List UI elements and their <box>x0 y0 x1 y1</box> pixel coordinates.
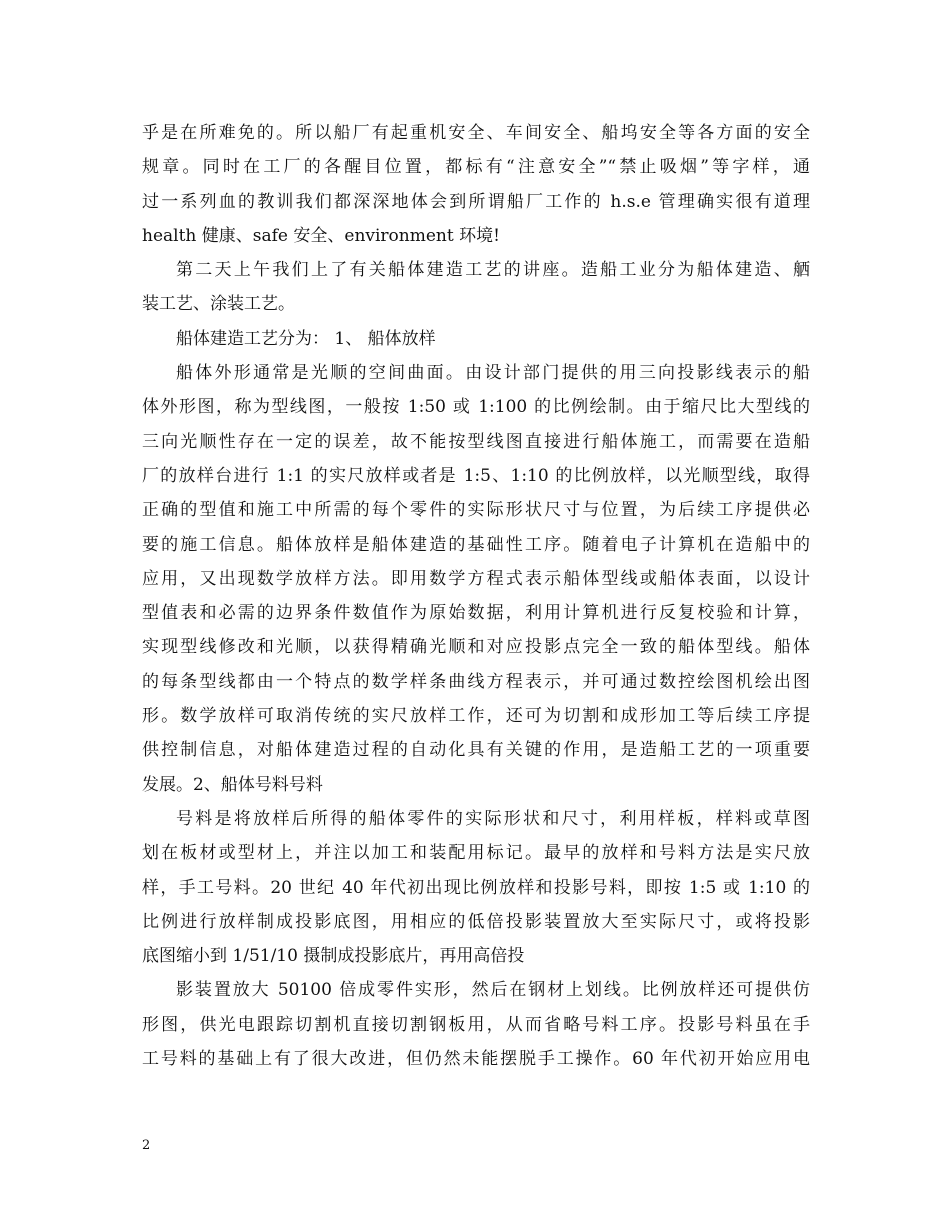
text-line: 三向光顺性存在一定的误差，故不能按型线图直接进行船体施工，而需要在造船 <box>142 431 810 452</box>
page-number: 2 <box>142 1138 151 1153</box>
text-line: 过一系列血的教训我们都深深地体会到所谓船厂工作的 h.s.e 管理确实很有道理 <box>142 191 810 212</box>
text-line: health 健康、safe 安全、environment 环境! <box>142 225 500 246</box>
text-line: 号料是将放样后所得的船体零件的实际形状和尺寸，利用样板，样料或草图 <box>176 808 810 829</box>
text-line: 工号料的基础上有了很大改进，但仍然未能摆脱手工操作。60 年代初开始应用电 <box>142 1049 810 1070</box>
body-text <box>142 116 810 1076</box>
text-line: 船体建造工艺分为： 1、 船体放样 <box>176 328 436 349</box>
text-line: 形图，供光电跟踪切割机直接切割钢板用，从而省略号料工序。投影号料虽在手 <box>142 1014 810 1035</box>
text-line: 发展。2、船体号料号料 <box>142 774 323 795</box>
text-line: 影装置放大 50100 倍成零件实形，然后在钢材上划线。比例放样还可提供仿 <box>176 980 810 1001</box>
text-line: 供控制信息，对船体建造过程的自动化具有关键的作用，是造船工艺的一项重要 <box>142 740 810 761</box>
text-line: 正确的型值和施工中所需的每个零件的实际形状尺寸与位置，为后续工序提供必 <box>142 500 810 521</box>
text-line: 船体外形通常是光顺的空间曲面。由设计部门提供的用三向投影线表示的船 <box>176 363 810 384</box>
text-line: 装工艺、涂装工艺。 <box>142 294 295 315</box>
text-line: 规章。同时在工厂的各醒目位置，都标有“注意安全”“禁止吸烟”等字样，通 <box>142 157 810 178</box>
text-line: 型值表和必需的边界条件数值作为原始数据，利用计算机进行反复校验和计算， <box>142 603 810 624</box>
text-line: 底图缩小到 1/51/10 摄制成投影底片，再用高倍投 <box>142 946 525 967</box>
text-line: 乎是在所难免的。所以船厂有起重机安全、车间安全、船坞安全等各方面的安全 <box>142 123 810 143</box>
text-line: 的每条型线都由一个特点的数学样条曲线方程表示，并可通过数控绘图机绘出图 <box>142 671 810 692</box>
text-line: 划在板材或型材上，并注以加工和装配用标记。最早的放样和号料方法是实尺放 <box>142 843 810 864</box>
text-line: 第二天上午我们上了有关船体建造工艺的讲座。造船工业分为船体建造、舾 <box>176 260 810 281</box>
text-line: 实现型线修改和光顺，以获得精确光顺和对应投影点完全一致的船体型线。船体 <box>142 637 810 658</box>
text-line: 要的施工信息。船体放样是船体建造的基础性工序。随着电子计算机在造船中的 <box>142 534 810 555</box>
text-line: 比例进行放样制成投影底图，用相应的低倍投影装置放大至实际尺寸，或将投影 <box>142 911 810 932</box>
text-line: 样，手工号料。20 世纪 40 年代初出现比例放样和投影号料，即按 1:5 或 1:10 的 <box>142 877 810 898</box>
text-line: 形。数学放样可取消传统的实尺放样工作，还可为切割和成形加工等后续工序提 <box>142 706 810 727</box>
text-line: 体外形图，称为型线图，一般按 1:50 或 1:100 的比例绘制。由于缩尺比大型线的 <box>142 397 810 418</box>
text-line: 厂的放样台进行 1:1 的实尺放样或者是 1:5、1:10 的比例放样，以光顺型线，取得 <box>142 465 810 486</box>
text-line: 应用，又出现数学放样方法。即用数学方程式表示船体型线或船体表面，以设计 <box>142 568 810 589</box>
